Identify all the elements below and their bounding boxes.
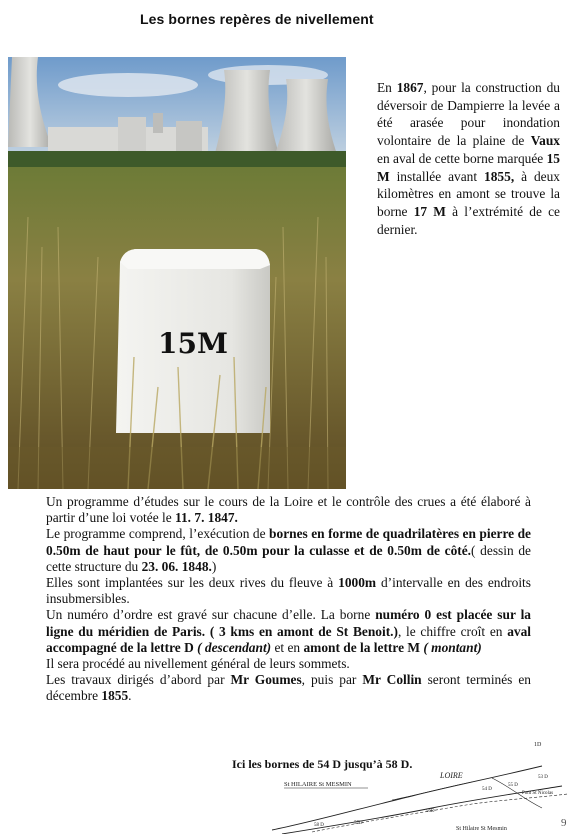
body-paragraph-3: Elles sont implantées sur les deux rives du fleuve à 1000m d’intervalle en des endroits insubmersibles. <box>46 575 531 607</box>
map-marker: 55 D <box>508 783 518 788</box>
page-title: Les bornes repères de nivellement <box>140 11 374 27</box>
body-paragraph-5: Il sera procédé au nivellement général de leurs sommets. <box>46 656 350 672</box>
side-paragraph: En 1867, pour la construction du déversoir de Dampierre la levée a été arasée pour inondation volontaire de la plaine de Vaux en aval de cette borne marquée 15 M installée avant 1855, à deux kilomètres en amont se trouve la borne 17 M à l’extrémité de ce dernier. <box>377 80 560 237</box>
map-pont-label: Pont St Nicolas <box>522 791 554 796</box>
map-marker: 56D <box>426 809 435 814</box>
map-marker-top: 1D <box>534 742 542 748</box>
map-town-label: St HILAIRE St MESMIN <box>284 781 352 788</box>
page-number: 9 <box>561 817 567 829</box>
map-marker: 58 D <box>314 823 324 828</box>
stone-label: 15M <box>158 327 228 360</box>
photo-boundary-stone <box>8 57 346 489</box>
map-marker: 54 D <box>482 787 492 792</box>
body-paragraph-2: Le programme comprend, l’exécution de bornes en forme de quadrilatères en pierre de 0.50m de haut pour le fût, de 0.50m pour la culasse et de 0.50m de côté.( dessin de cette structure du 23. 06. 1848.) <box>46 526 531 574</box>
body-paragraph-6: Les travaux dirigés d’abord par Mr Goumes, puis par Mr Collin seront terminés en décembre 1855. <box>46 672 531 704</box>
map-caption: Ici les bornes de 54 D jusqu’à 58 D. <box>232 757 413 771</box>
body-paragraph-1: Un programme d’études sur le cours de la Loire et le contrôle des crues a été élaboré à partir d’une loi votée le 11. 7. 1847. <box>46 494 531 526</box>
body-paragraph-4: Un numéro d’ordre est gravé sur chacune d’elle. La borne numéro 0 est placée sur la ligne du méridien de Paris. ( 3 kms en amont de St Benoit.), le chiffre croît en aval accompagné de la lettre D ( descendant) et en amont de la lettre M ( montant) <box>46 607 531 655</box>
map-church-label: St Hilaire St Mesmin <box>456 826 507 832</box>
map-marker: 57D <box>354 821 363 826</box>
body-text <box>46 494 531 705</box>
loire-map <box>272 738 572 834</box>
map-river-label: LOIRE <box>440 771 463 780</box>
map-marker: 53 D <box>538 775 548 780</box>
